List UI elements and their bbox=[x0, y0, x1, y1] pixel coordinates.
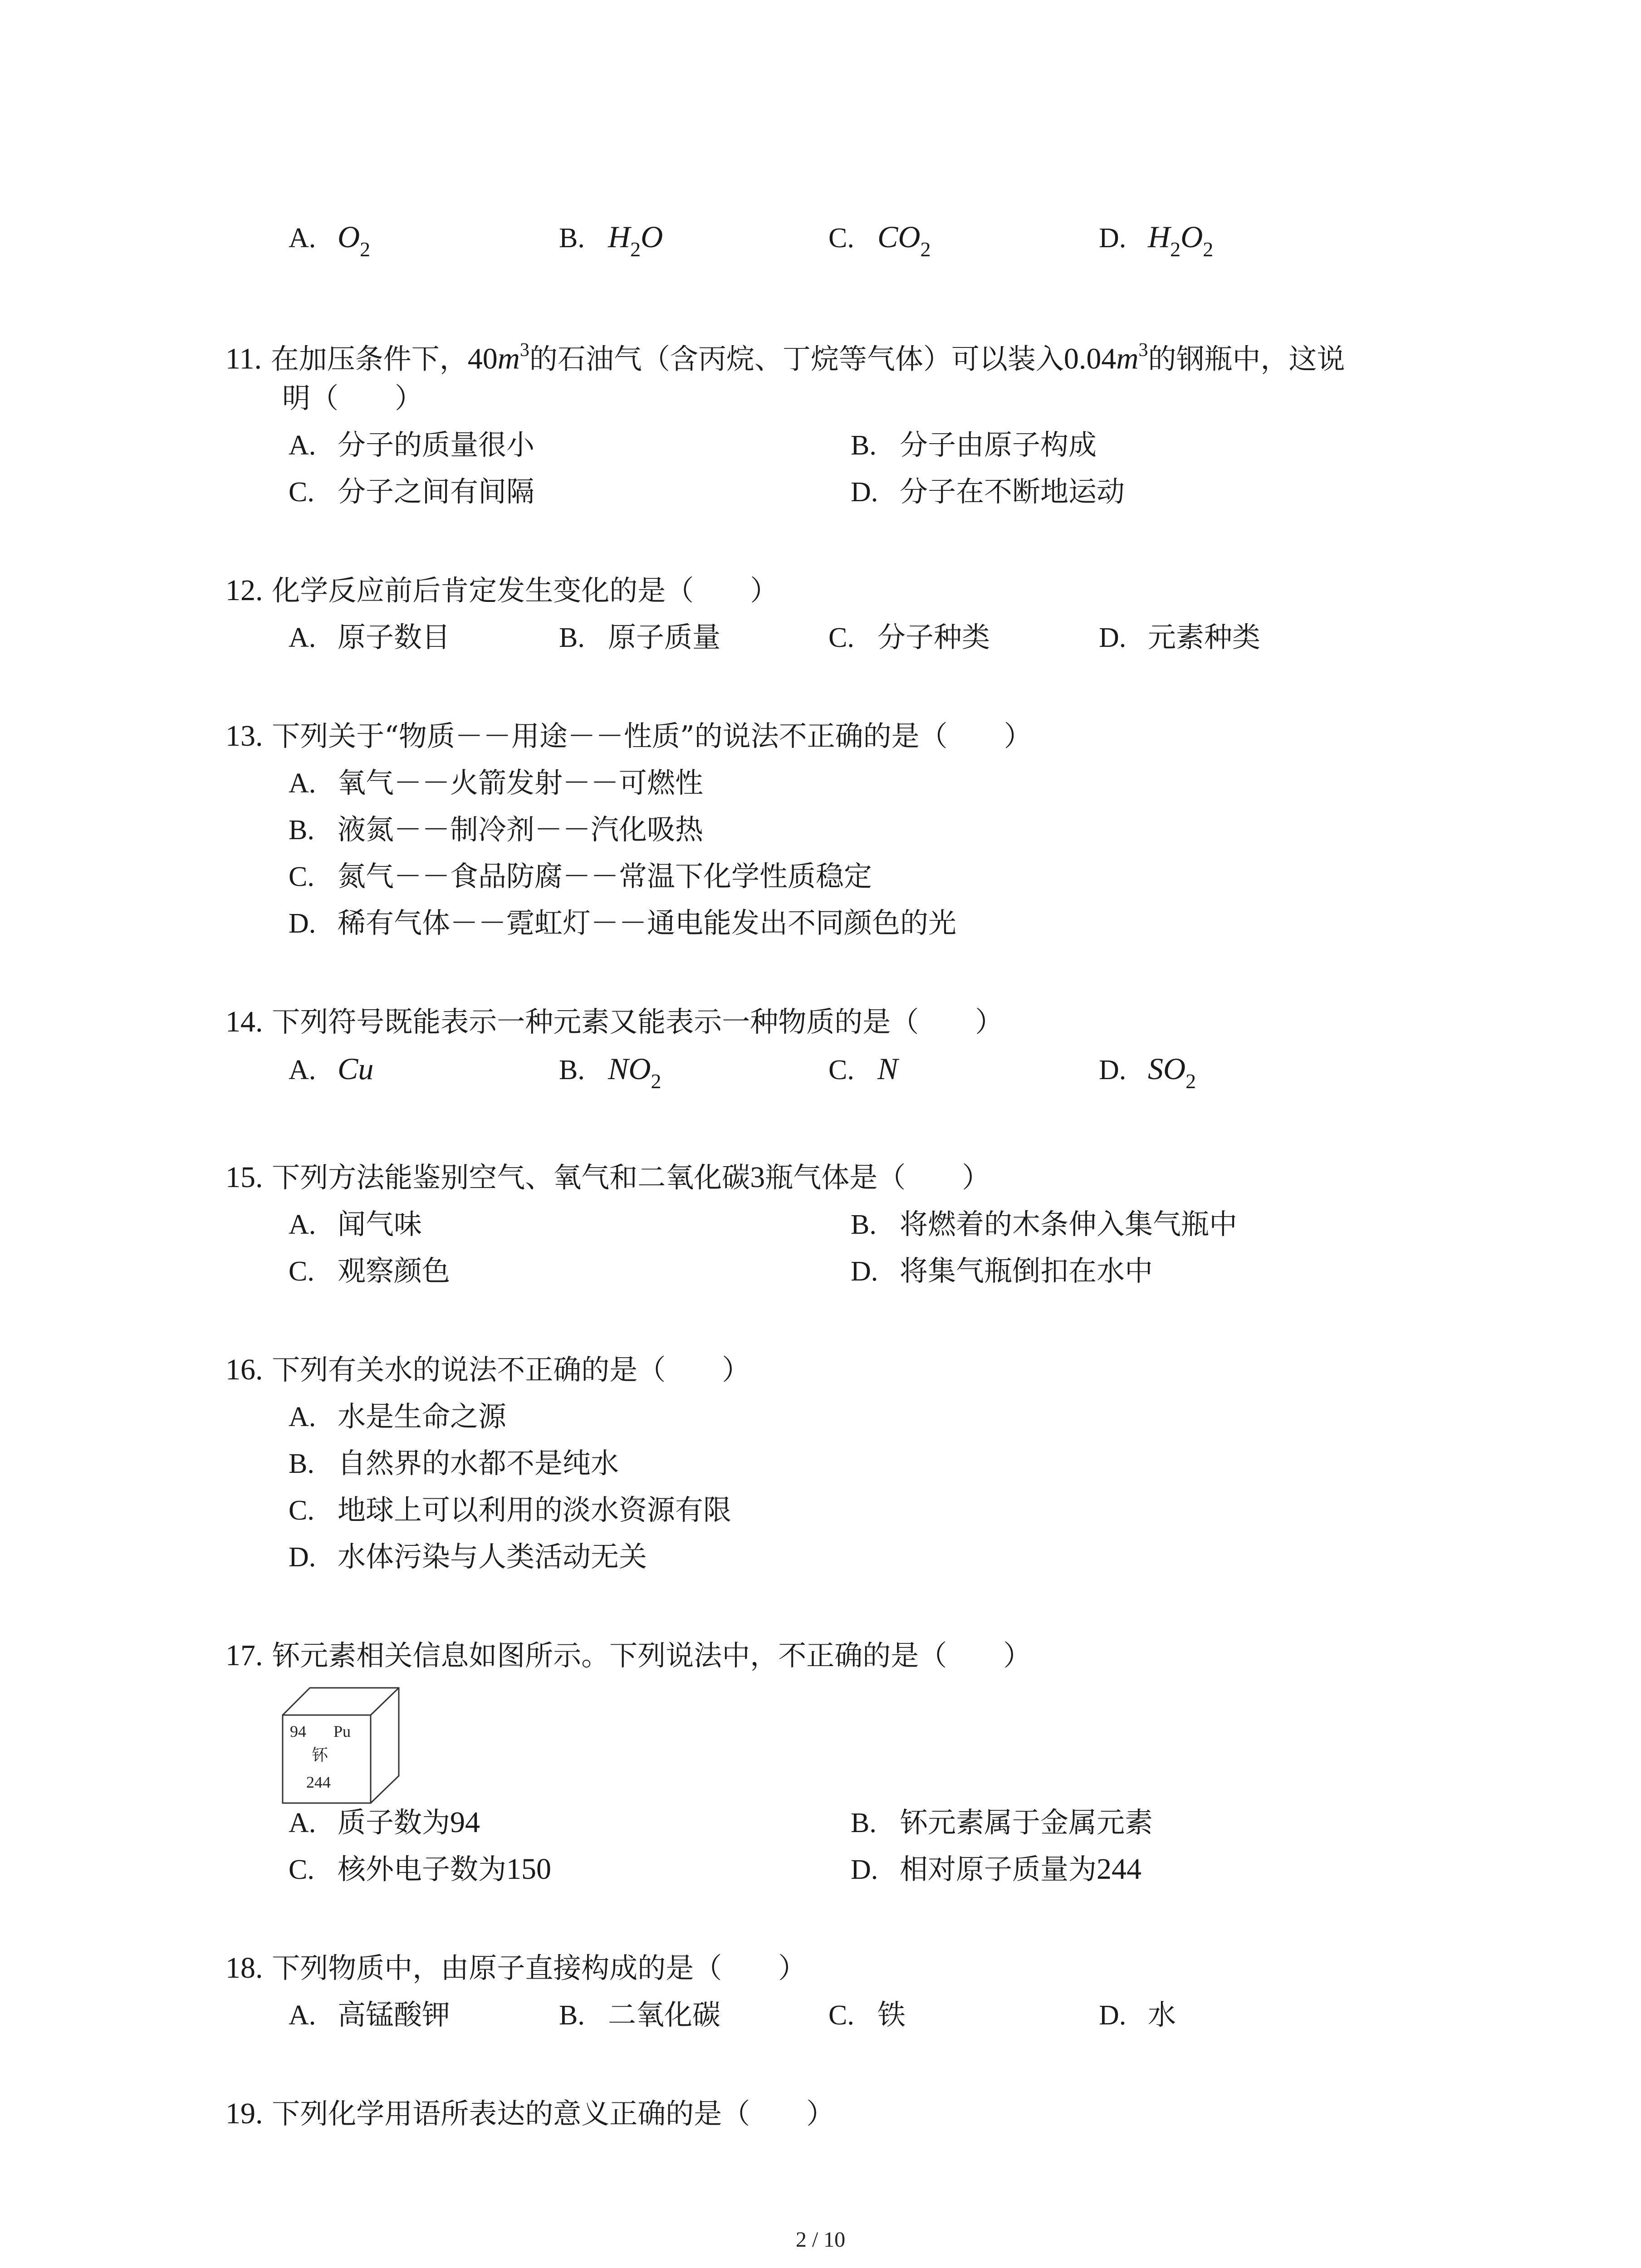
q14-option-b: B. $NO_2$ bbox=[559, 1051, 661, 1093]
q16-stem: 16. 下列有关水的说法不正确的是（ ） bbox=[225, 1353, 750, 1386]
page-number: 2 / 10 bbox=[795, 2228, 846, 2252]
atomic-number: 94 bbox=[290, 1722, 306, 1740]
q14-option-d: D. $SO_2$ bbox=[1099, 1051, 1196, 1093]
q17-option-c: C. 核外电子数为150 bbox=[289, 1853, 552, 1886]
q16-option-a: A. 水是生命之源 bbox=[289, 1400, 507, 1433]
q19-stem: 19. 下列化学用语所表达的意义正确的是（ ） bbox=[225, 2097, 835, 2130]
q15-option-a: A. 闻气味 bbox=[289, 1207, 422, 1241]
q18-option-b: B. 二氧化碳 bbox=[559, 1998, 721, 2031]
q13-option-b: B. 液氮－－制冷剂－－汽化吸热 bbox=[289, 813, 704, 846]
q18-option-a: A. 高锰酸钾 bbox=[289, 1998, 451, 2031]
element-symbol: Pu bbox=[333, 1722, 351, 1740]
q16-option-b: B. 自然界的水都不是纯水 bbox=[289, 1447, 619, 1480]
q13-stem: 13. 下列关于“物质－－用途－－性质”的说法不正确的是（ ） bbox=[225, 719, 1032, 753]
element-name: 钚 bbox=[312, 1746, 328, 1765]
q12-option-b: B. 原子质量 bbox=[559, 621, 721, 654]
q14-option-a: A. Cu bbox=[289, 1051, 374, 1086]
q14-stem: 14. 下列符号既能表示一种元素又能表示一种物质的是（ ） bbox=[225, 1005, 1004, 1038]
q12-option-c: C. 分子种类 bbox=[828, 621, 990, 654]
element-cell-figure bbox=[280, 1685, 402, 1808]
q11-option-c: C. 分子之间有间隔 bbox=[289, 475, 535, 508]
q10-option-d: D. $H_2O_2$ bbox=[1099, 220, 1214, 261]
q10-option-b: B. $H_2O$ bbox=[559, 220, 663, 261]
q15-option-c: C. 观察颜色 bbox=[289, 1254, 451, 1287]
q11-option-b: B. 分子由原子构成 bbox=[851, 428, 1097, 461]
q15-option-b: B. 将燃着的木条伸入集气瓶中 bbox=[851, 1207, 1238, 1241]
q11-stem-cont: 明（ ） bbox=[282, 381, 423, 415]
q17-option-b: B. 钚元素属于金属元素 bbox=[851, 1806, 1153, 1839]
q11-stem: 11. 在加压条件下，$40m^3$的石油气（含丙烷、丁烷等气体）可以装入$0.04m^3$的钢瓶中，这说 bbox=[225, 340, 1345, 376]
q15-stem: 15. 下列方法能鉴别空气、氧气和二氧化碳3瓶气体是（ ） bbox=[225, 1161, 990, 1194]
q16-option-d: D. 水体污染与人类活动无关 bbox=[289, 1540, 647, 1573]
q14-option-c: C. N bbox=[828, 1051, 898, 1086]
q12-option-d: D. 元素种类 bbox=[1099, 621, 1261, 654]
q10-option-c: C. $CO_2$ bbox=[828, 220, 931, 261]
q17-stem: 17. 钚元素相关信息如图所示。下列说法中，不正确的是（ ） bbox=[225, 1639, 1032, 1672]
q17-option-a: A. 质子数为94 bbox=[289, 1806, 480, 1839]
q10-option-a: A. $O_2$ bbox=[289, 220, 371, 261]
q18-stem: 18. 下列物质中，由原子直接构成的是（ ） bbox=[225, 1951, 807, 1984]
q13-option-c: C. 氮气－－食品防腐－－常温下化学性质稳定 bbox=[289, 860, 872, 893]
q17-option-d: D. 相对原子质量为244 bbox=[851, 1853, 1142, 1886]
question-number: 11. bbox=[225, 342, 262, 376]
q11-option-a: A. 分子的质量很小 bbox=[289, 428, 535, 461]
q13-option-d: D. 稀有气体－－霓虹灯－－通电能发出不同颜色的光 bbox=[289, 906, 957, 939]
q12-option-a: A. 原子数目 bbox=[289, 621, 451, 654]
q15-option-d: D. 将集气瓶倒扣在水中 bbox=[851, 1254, 1153, 1287]
q11-option-d: D. 分子在不断地运动 bbox=[851, 475, 1125, 508]
q13-option-a: A. 氧气－－火箭发射－－可燃性 bbox=[289, 766, 704, 799]
q16-option-c: C. 地球上可以利用的淡水资源有限 bbox=[289, 1493, 732, 1526]
q18-option-c: C. 铁 bbox=[828, 1998, 906, 2031]
q12-stem: 12. 化学反应前后肯定发生变化的是（ ） bbox=[225, 574, 779, 607]
q18-option-d: D. 水 bbox=[1099, 1998, 1176, 2031]
atomic-mass: 244 bbox=[306, 1773, 331, 1791]
